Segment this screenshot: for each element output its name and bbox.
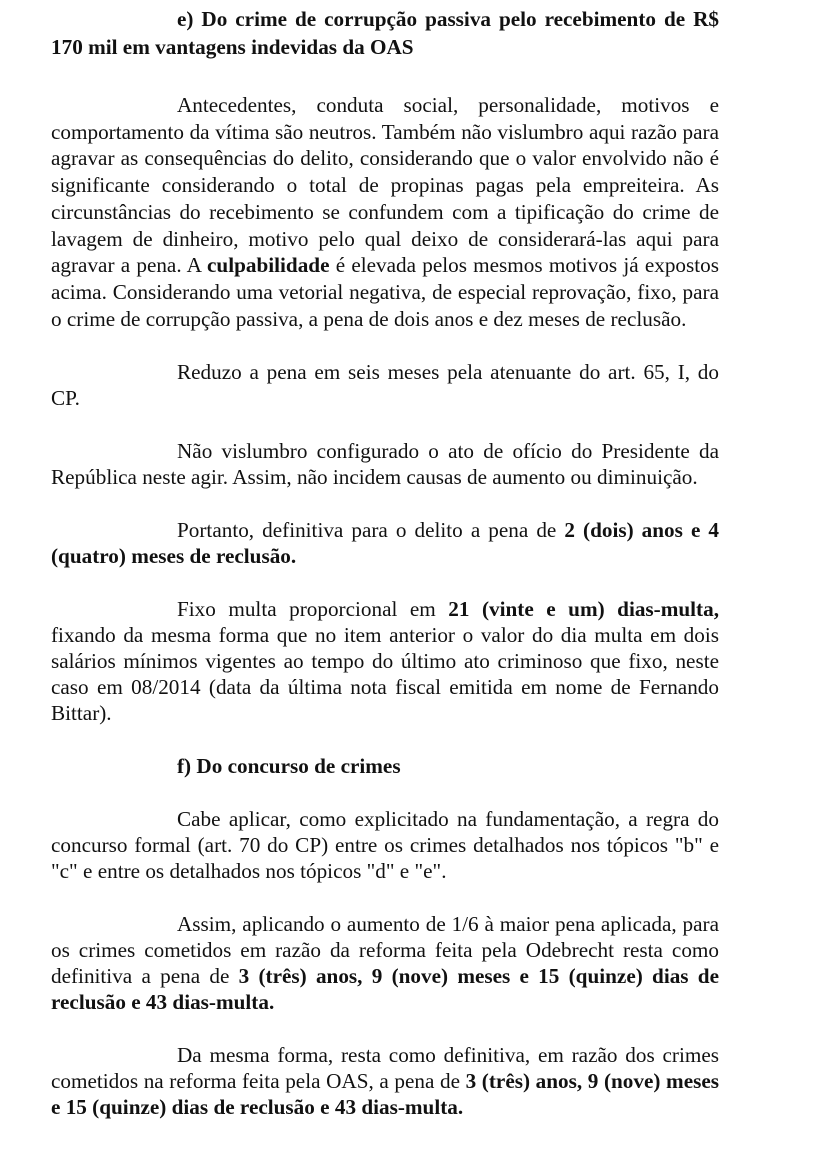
bold-fine: 21 (vinte e um) dias-multa, (448, 597, 719, 622)
paragraph-text: Assim, aplicando o aumento de 1/6 à maior pena aplicada, para os crimes cometidos em razão da reforma feita pela Odebrecht resta como definitiva a pena de (51, 912, 719, 989)
bold-penalty-odebrecht: 3 (três) anos, 9 (nove) meses e 15 (quinze) dias de reclusão e 43 dias-multa. (51, 964, 719, 1015)
paragraph-odebrecht-penalty (51, 911, 719, 1015)
section-e-heading: e) Do crime de corrupção passiva pelo recebimento de R$ 170 mil em vantagens indevidas da OAS (51, 7, 719, 59)
paragraph-text: Fixo multa proporcional em (177, 597, 449, 622)
paragraph-formal-concurrence: Cabe aplicar, como explicitado na fundamentação, a regra do concurso formal (art. 70 do CP) entre os crimes detalhados nos tópicos "b" e "c" e entre os detalhados nos tópicos "d" e "e". (51, 807, 719, 884)
paragraph-no-increase: Não vislumbro configurado o ato de ofício do Presidente da República neste agir. Assim, não incidem causas de aumento ou diminuição. (51, 439, 719, 490)
paragraph-oas-penalty (51, 1042, 719, 1120)
paragraph-attenuation: Reduzo a pena em seis meses pela atenuante do art. 65, I, do CP. (51, 360, 719, 411)
paragraph-definitive-penalty (51, 517, 719, 569)
paragraph-text: fixando da mesma forma que no item anterior o valor do dia multa em dois salários mínimos vigentes ao tempo do último ato criminoso que fixo, neste caso em 08/2014 (data da última nota fiscal emitida em nome de Fernando Bittar). (51, 623, 719, 726)
paragraph-text: Da mesma forma, resta como definitiva, em razão dos crimes cometidos na reforma feita pela OAS, a pena de (51, 1043, 719, 1094)
document-page (51, 5, 719, 1120)
bold-penalty: 2 (dois) anos e 4 (quatro) meses de reclusão. (51, 518, 719, 569)
paragraph-circumstances (51, 92, 719, 332)
paragraph-text: é elevada pelos mesmos motivos já expostos acima. Considerando uma vetorial negativa, de especial reprovação, fixo, para o crime de corrupção passiva, a pena de dois anos e dez meses de reclusão. (51, 253, 719, 331)
paragraph-fine (51, 596, 719, 726)
paragraph-text: Antecedentes, conduta social, personalidade, motivos e comportamento da vítima são neutros. Também não vislumbro aqui razão para agravar as consequências do delito, considerando que o valor envolvido não é significante considerando o total de propinas pagas pela empreiteira. As circunstâncias do recebimento se confundem com a tipificação do crime de lavagem de dinheiro, motivo pelo qual deixo de considerará-las aqui para agravar a pena. A (51, 93, 719, 278)
paragraph-text: Portanto, definitiva para o delito a pena de (177, 518, 565, 543)
section-f-heading: f) Do concurso de crimes (177, 754, 401, 779)
bold-penalty-oas: 3 (três) anos, 9 (nove) meses e 15 (quinze) dias de reclusão e 43 dias-multa. (51, 1069, 720, 1120)
bold-term-culpabilidade: culpabilidade (207, 253, 330, 278)
